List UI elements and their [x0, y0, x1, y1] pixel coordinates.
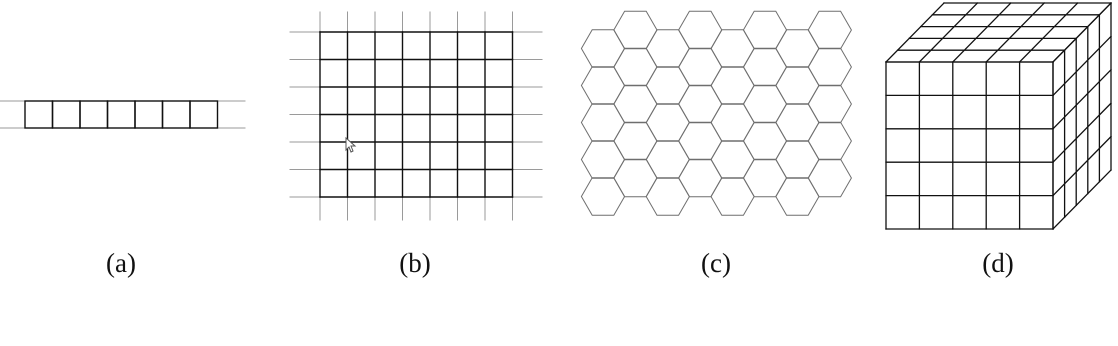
hex-cell	[581, 104, 624, 141]
hex-cell	[646, 67, 689, 104]
hex-cell	[679, 85, 722, 122]
hex-cell	[614, 122, 657, 159]
hex-cell	[711, 178, 754, 215]
chain-cell	[80, 101, 108, 128]
hex-cell	[743, 11, 786, 48]
cube-right-line	[1053, 36, 1111, 95]
hex-cell	[614, 48, 657, 85]
hex-cell	[711, 141, 754, 178]
cube-right-line	[1053, 170, 1111, 229]
cube-right-line	[1053, 103, 1111, 162]
panel-a-1d-lattice	[0, 101, 245, 128]
chain-cell	[25, 101, 53, 128]
hex-cell	[776, 30, 819, 67]
cube-right-line	[1053, 3, 1111, 62]
hex-cell	[808, 48, 851, 85]
panel-d-cubic-lattice	[886, 3, 1111, 229]
hex-cell	[808, 11, 851, 48]
hex-cell	[776, 104, 819, 141]
hex-cell	[743, 48, 786, 85]
hex-cell	[743, 122, 786, 159]
chain-cell	[53, 101, 81, 128]
cube-top-line	[1020, 3, 1078, 62]
hex-cell	[808, 85, 851, 122]
chain-cell	[108, 101, 136, 128]
hex-cell	[581, 30, 624, 67]
hex-cell	[776, 67, 819, 104]
hex-cell	[711, 104, 754, 141]
cube-top-line	[886, 3, 944, 62]
panel-b-square-lattice	[290, 12, 542, 220]
hex-cell	[646, 104, 689, 141]
hex-cell	[808, 159, 851, 196]
hex-cell	[646, 178, 689, 215]
caption-a: (a)	[106, 248, 136, 278]
hex-cell	[711, 67, 754, 104]
cube-right-line	[1053, 70, 1111, 129]
hex-cell	[776, 141, 819, 178]
hex-cell	[743, 85, 786, 122]
hex-cell	[808, 122, 851, 159]
cube-right-line	[1053, 137, 1111, 196]
cube-top-line	[919, 3, 977, 62]
hex-cell	[646, 141, 689, 178]
hex-cell	[776, 178, 819, 215]
hex-cell	[679, 159, 722, 196]
chain-cell	[163, 101, 191, 128]
hex-cell	[679, 122, 722, 159]
hex-cell	[743, 159, 786, 196]
chain-cell	[190, 101, 218, 128]
cube-top-line	[986, 3, 1044, 62]
caption-b: (b)	[399, 248, 431, 278]
hex-cell	[614, 159, 657, 196]
hex-cell	[679, 48, 722, 85]
cube-top-line	[953, 3, 1011, 62]
hex-cell	[581, 67, 624, 104]
hex-cell	[646, 30, 689, 67]
caption-d: (d)	[982, 248, 1014, 278]
hex-cell	[679, 11, 722, 48]
hex-cell	[581, 141, 624, 178]
caption-c: (c)	[701, 248, 731, 278]
hex-cell	[711, 30, 754, 67]
panel-c-hexagonal-lattice	[581, 11, 851, 215]
hex-cell	[614, 85, 657, 122]
chain-cell	[135, 101, 163, 128]
hex-cell	[614, 11, 657, 48]
hex-cell	[581, 178, 624, 215]
